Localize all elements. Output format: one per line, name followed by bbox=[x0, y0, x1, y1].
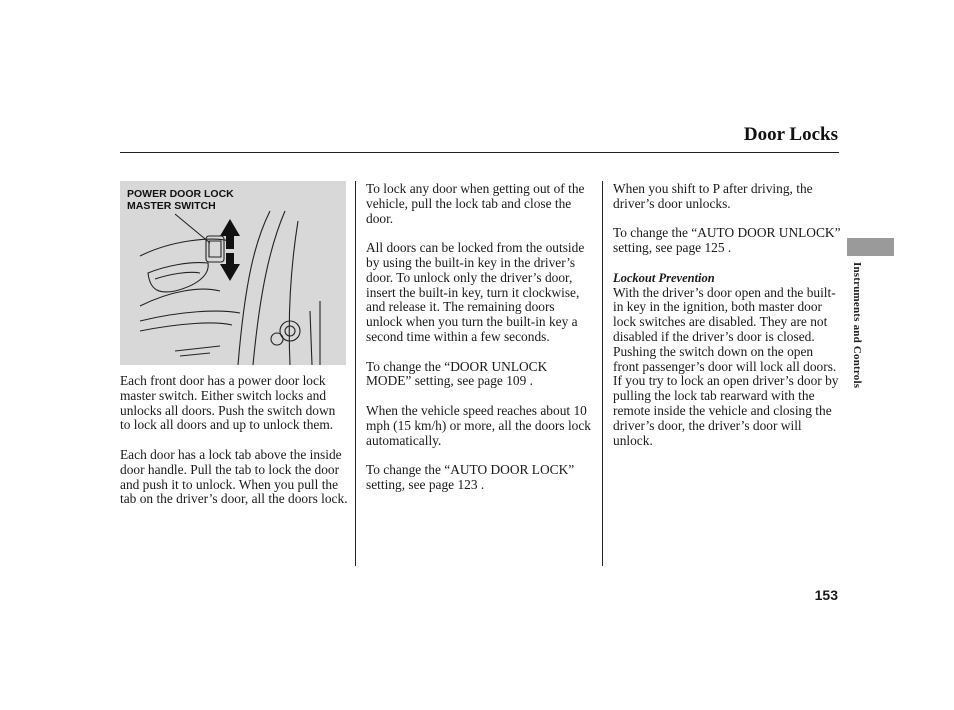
column-divider bbox=[355, 181, 356, 566]
paragraph: To lock any door when getting out of the vehicle, pull the lock tab and close the door. bbox=[366, 181, 585, 226]
paragraph: To change the “AUTO DOOR LOCK” setting, see page 123 . bbox=[366, 462, 575, 492]
door-lock-illustration bbox=[120, 181, 346, 365]
figure-label-line2: MASTER SWITCH bbox=[127, 200, 216, 212]
paragraph: When you shift to P after driving, the driver’s door unlocks. bbox=[613, 181, 813, 211]
page-title: Door Locks bbox=[743, 124, 838, 145]
section-side-label: Instruments and Controls bbox=[851, 262, 863, 389]
paragraph: When the vehicle speed reaches about 10 mph (15 km/h) or more, all the doors lock automatically. bbox=[366, 402, 591, 448]
page-number: 153 bbox=[814, 587, 838, 603]
figure-label-line1: POWER DOOR LOCK bbox=[127, 188, 234, 200]
paragraph: Each door has a lock tab above the inside door handle. Pull the tab to lock the door and push it to unlock. When you pull the tab on the driver’s door, all the doors lock. bbox=[120, 446, 348, 507]
column-3 bbox=[613, 182, 841, 463]
section-subheading: Lockout Prevention bbox=[613, 270, 715, 285]
figure-label bbox=[127, 188, 234, 212]
paragraph: With the driver’s door open and the built-in key in the ignition, both master door lock switches are disabled. They are not disabled if the driver’s door is closed. Pushing the switch down on the open front passenger’s door will lock all doors. If you try to lock an open driver’s door by pulling the lock tab rearward with the remote inside the vehicle and closing the driver’s door, the driver’s door will unlock. bbox=[613, 284, 839, 448]
column-1 bbox=[120, 374, 348, 522]
paragraph: All doors can be locked from the outside by using the built-in key in the driver’s door. To unlock only the driver’s door, insert the built-in key, turn it clockwise, and release it. The remaining doors unlock when you turn the built-in key a second time within a few seconds. bbox=[366, 240, 585, 344]
section-tab-marker bbox=[847, 238, 894, 256]
column-2 bbox=[366, 182, 594, 508]
column-divider bbox=[602, 181, 603, 566]
header-rule bbox=[120, 152, 839, 153]
paragraph: To change the “DOOR UNLOCK MODE” setting, see page 109 . bbox=[366, 358, 548, 389]
paragraph: Each front door has a power door lock master switch. Either switch locks and unlocks all doors. Push the switch down to lock all doors and up to unlock them. bbox=[120, 373, 336, 433]
paragraph: To change the “AUTO DOOR UNLOCK” setting, see page 125 . bbox=[613, 225, 841, 256]
